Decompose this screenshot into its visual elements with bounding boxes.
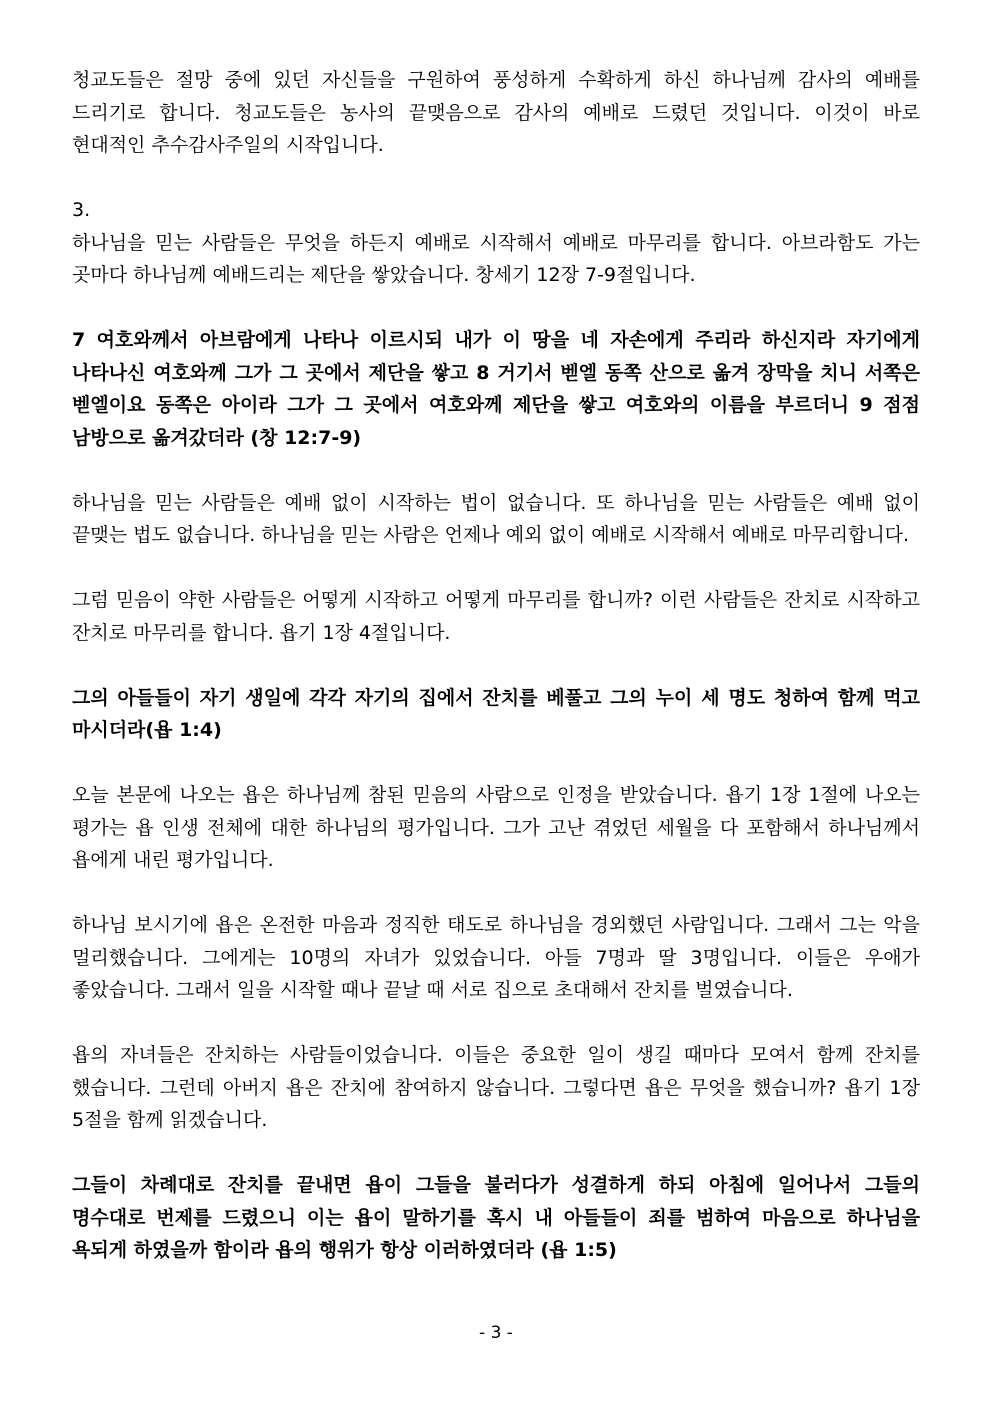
paragraph-2-section-3: 3. 하나님을 믿는 사람들은 무엇을 하든지 예배로 시작해서 예배로 마무리를 합니다. 아브라함도 가는 곳마다 하나님께 예배드리는 제단을 쌓았습니다. 창세기 12장 7-9절입니다.: [72, 199, 920, 286]
paragraph-gap: [72, 454, 920, 487]
paragraph-9: 욥의 자녀들은 잔치하는 사람들이었습니다. 이들은 중요한 일이 생길 때마다 모여서 함께 잔치를 했습니다. 그런데 아버지 욥은 잔치에 참여하지 않습니다. 그렇다면 욥은 무엇을 했습니까? 욥기 1장 5절을 함께 읽겠습니다.: [72, 1044, 920, 1131]
paragraph-gap: [72, 162, 920, 195]
paragraph-gap: [72, 877, 920, 910]
paragraph-1: 청교도들은 절망 중에 있던 자신들을 구원하여 풍성하게 수확하게 하신 하나님께 감사의 예배를 드리기로 합니다. 청교도들은 농사의 끝맺음으로 감사의 예배로 드렸던 것입니다. 이것이 바로 현대적인 추수감사주일의 시작입니다.: [72, 69, 920, 156]
scripture-quote-genesis: 7 여호와께서 아브람에게 나타나 이르시되 내가 이 땅을 네 자손에게 주리라 하신지라 자기에게 나타나신 여호와께 그가 그 곳에서 제단을 쌓고 8 거기서 벧엘 동쪽 산으로 옮겨 장막을 치니 서쪽은 벧엘이요 동쪽은 아이라 그가 그 곳에서 여호와께 제단을 쌓고 여호와의 이름을 부르더니 9 점점 남방으로 옮겨갔더라 (창 12:7-9): [72, 329, 920, 449]
paragraph-gap: [72, 1137, 920, 1170]
paragraph-gap: [72, 1007, 920, 1040]
paragraph-5: 그럼 믿음이 약한 사람들은 어떻게 시작하고 어떻게 마무리를 합니까? 이런 사람들은 잔치로 시작하고 잔치로 마무리를 합니다. 욥기 1장 4절입니다.: [72, 589, 920, 644]
paragraph-8: 하나님 보시기에 욥은 온전한 마음과 정직한 태도로 하나님을 경외했던 사람입니다. 그래서 그는 악을 멀리했습니다. 그에게는 10명의 자녀가 있었습니다. 아들 7명과 딸 3명입니다. 이들은 우애가 좋았습니다. 그래서 일을 시작할 때나 끝날 때 서로 집으로 초대해서 잔치를 벌였습니다.: [72, 914, 920, 1001]
paragraph-7: 오늘 본문에 나오는 욥은 하나님께 참된 믿음의 사람으로 인정을 받았습니다. 욥기 1장 1절에 나오는 평가는 욥 인생 전체에 대한 하나님의 평가입니다. 그가 고난 겪었던 세월을 다 포함해서 하나님께서 욥에게 내린 평가입니다.: [72, 784, 920, 871]
page-number: - 3 -: [479, 1323, 513, 1343]
paragraph-4: 하나님을 믿는 사람들은 예배 없이 시작하는 법이 없습니다. 또 하나님을 믿는 사람들은 예배 없이 끝맺는 법도 없습니다. 하나님을 믿는 사람은 언제나 예외 없이 예배로 시작해서 예배로 마무리합니다.: [72, 491, 920, 546]
scripture-quote-job-1-4: 그의 아들들이 자기 생일에 각각 자기의 집에서 잔치를 베풀고 그의 누이 세 명도 청하여 함께 먹고 마시더라(욥 1:4): [72, 686, 920, 741]
scripture-quote-job-1-5: 그들이 차례대로 잔치를 끝내면 욥이 그들을 불러다가 성결하게 하되 아침에 일어나서 그들의 명수대로 번제를 드렸으니 이는 욥이 말하기를 혹시 내 아들들이 죄를 범하여 마음으로 하나님을 욕되게 하였을까 함이라 욥의 행위가 항상 이러하였더라 (욥 1:5): [72, 1174, 920, 1261]
paragraph-gap: [72, 552, 920, 585]
paragraph-gap: [72, 649, 920, 682]
paragraph-gap: [72, 747, 920, 780]
document-body: [72, 64, 920, 1267]
paragraph-gap: [72, 292, 920, 325]
